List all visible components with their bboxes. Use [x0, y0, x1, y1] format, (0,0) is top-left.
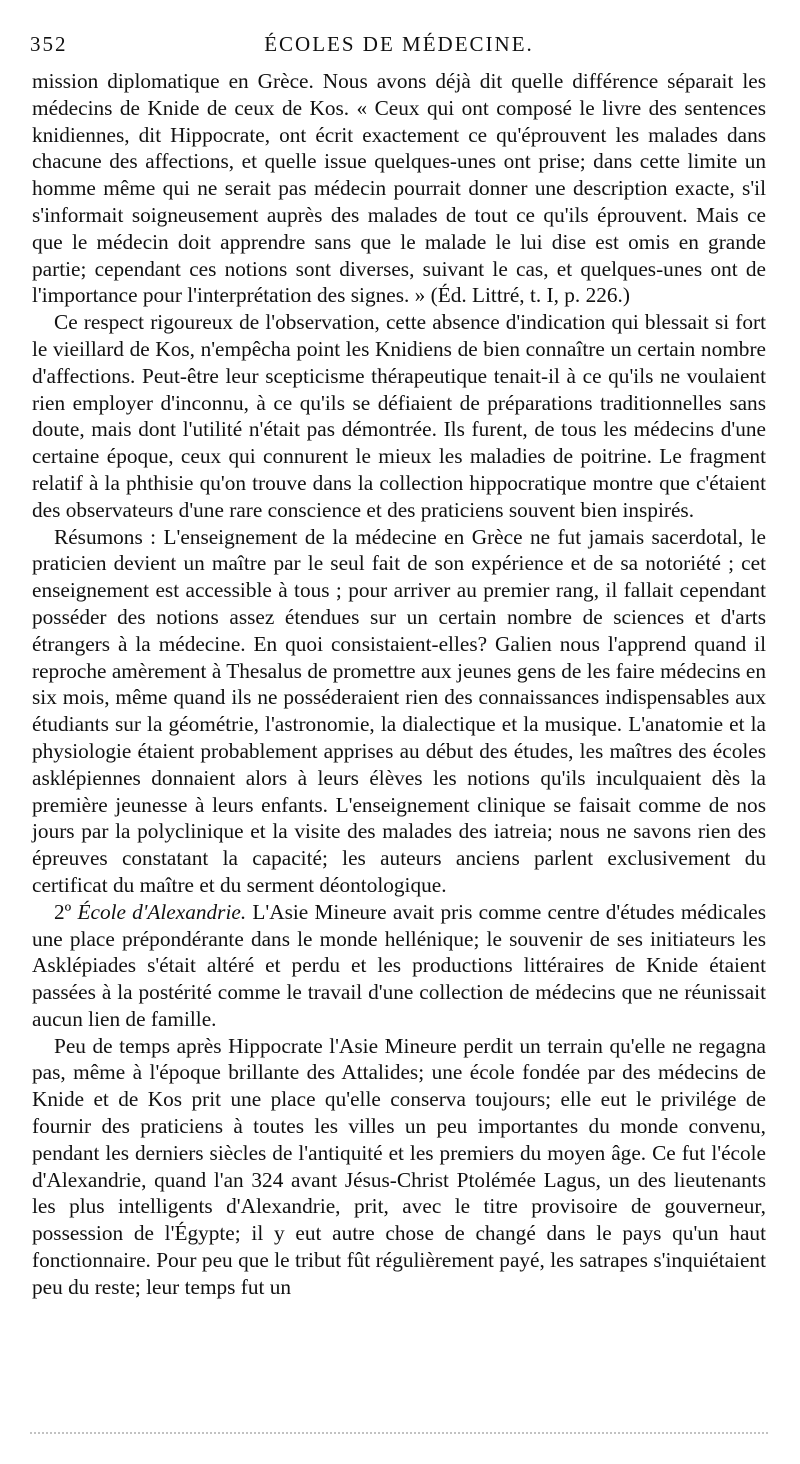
page-header [30, 32, 768, 60]
paragraph-section-alexandrie [32, 899, 766, 1033]
paragraph-continuation: mission diplomatique en Grèce. Nous avons déjà dit quelle différence séparait les médecins de Knide de ceux de Kos. « Ceux qui ont composé le livre des sentences knidiennes, dit Hippocrate, ont écrit exactement ce qu'éprouvent les malades dans chacune des affections, et quelle issue quelques-unes ont prise; dans cette limite un homme même qui ne serait pas médecin pourrait donner une description exacte, s'il s'informait soigneusement auprès des malades de tout ce qu'ils éprouvent. Mais ce que le médecin doit apprendre sans que le malade le lui dise est omis en grande partie; cependant ces notions sont diverses, suivant le cas, et quelques-unes ont de l'importance pour l'interprétation des signes. » (Éd. Littré, t. I, p. 226.) [32, 69, 766, 308]
paragraph-knidiens: Ce respect rigoureux de l'observation, cette absence d'indication qui blessait si fort le vieillard de Kos, n'empêcha point les Knidiens de bien connaître un certain nombre d'affections. Peut-être leur scepticisme thérapeutique tenait-il à ce qu'ils ne voulaient rien employer d'inconnu, à ce qu'ils se défiaient de préparations traditionnelles sans doute, mais dont l'utilité n'était pas démontrée. Ils furent, de tous les médecins d'une certaine époque, ceux qui connurent le mieux les maladies de poitrine. Le fragment relatif à la phthisie qu'on trouve dans la collection hippocratique montre que c'étaient des observateurs d'une rare conscience et des praticiens souvent bien inspirés. [32, 310, 766, 522]
paragraph-alexandrie-history: Peu de temps après Hippocrate l'Asie Mineure perdit un terrain qu'elle ne regagna pas, même à l'époque brillante des Attalides; une école fondée par des médecins de Knide et de Kos prit une place qu'elle conserva toujours; elle eut le privilége de fournir des praticiens à toutes les villes un peu importantes du monde convenu, pendant les derniers siècles de l'antiquité et les premiers du moyen âge. Ce fut l'école d'Alexandrie, quand l'an 324 avant Jésus-Christ Ptolémée Lagus, un des lieutenants les plus intelligents d'Alexandrie, prit, avec le titre provisoire de gouverneur, possession de l'Égypte; il y eut autre chose de changé dans le pays qu'un haut fonctionnaire. Pour peu que le tribut fût régulièrement payé, les satrapes s'inquiétaient peu du reste; leur temps fut un [32, 1033, 766, 1299]
paragraph-resume: Résumons : L'enseignement de la médecine en Grèce ne fut jamais sacerdotal, le praticien devient un maître par le seul fait de son expérience et de sa notoriété ; cet enseignement est accessible à tous ; pour arriver au premier rang, il fallait cependant posséder des notions assez étendues sur un certain nombre de sciences et d'arts étrangers à la médecine. En quoi consistaient-elles? Galien nous l'apprend quand il reproche amèrement à Thesalus de promettre aux jeunes gens de les faire médecins en six mois, même quand ils ne posséderaient rien des connaissances indispensables aux étudiants sur la géométrie, l'astronomie, la dialectique et la musique. L'anatomie et la physiologie étaient probablement apprises au début des études, les maîtres des écoles asklépiennes donnaient alors à leurs élèves les notions qu'ils inculquaient dès la première jeunesse à leurs enfants. L'enseignement clinique se faisait comme de nos jours par la polyclinique et la visite des malades des iatreia; nous ne savons rien des épreuves constatant la capacité; les auteurs anciens parlent exclusivement du certificat du maître et du serment déontologique. [32, 524, 766, 897]
running-title: ÉCOLES DE MÉDECINE. [264, 32, 534, 56]
page-number: 352 [30, 32, 68, 56]
section-number: 2º [54, 899, 72, 924]
body-text [32, 68, 766, 1301]
section-text: L'Asie Mineure avait pris comme centre d'études médicales une place prépondérante dans le monde hellénique; le souvenir de ses initiateurs les Asklépiades s'était altéré et perdu et les productions littéraires de Knide étaient passées à la postérité comme le travail d'une collection de médecins que ne réunissait aucun lien de famille. [32, 899, 767, 1031]
page-bottom-marks [30, 1432, 768, 1436]
section-title: École d'Alexandrie. [77, 899, 247, 924]
